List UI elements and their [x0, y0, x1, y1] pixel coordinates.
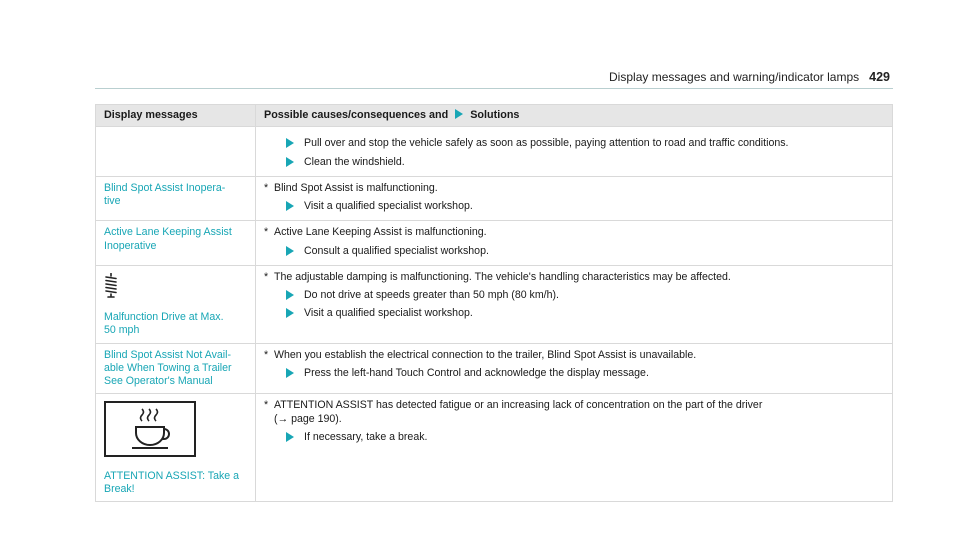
solution-item	[264, 289, 884, 302]
table-header-row	[96, 105, 893, 127]
display-message-text: Malfunction Drive at Max. 50 mph	[104, 311, 224, 337]
solution-text: Press the left-hand Touch Control and acknowledge the display message.	[304, 366, 649, 379]
causes-solutions-cell	[256, 176, 893, 220]
cause-marker: *	[264, 399, 269, 412]
cause-label: Active Lane Keeping Assist is malfunctioning.	[274, 226, 487, 239]
arrow-icon	[286, 246, 294, 256]
display-message-text: Blind Spot Assist Not Avail- able When Towing a Trailer See Operator's Manual	[104, 348, 232, 388]
message-cell	[96, 221, 256, 265]
causes-solutions-cell	[256, 394, 893, 502]
cause-text	[264, 349, 884, 362]
cause-marker: *	[264, 270, 269, 283]
cause-text	[264, 182, 884, 195]
display-message-text: Active Lane Keeping Assist Inoperative	[104, 226, 232, 252]
solution-item	[264, 137, 884, 150]
table-row	[96, 394, 893, 502]
col-header-causes-label: Possible causes/consequences and	[264, 109, 449, 121]
solution-item	[264, 156, 884, 169]
causes-solutions-cell	[256, 343, 893, 394]
header-divider	[95, 88, 893, 89]
causes-solutions-cell	[256, 265, 893, 343]
table-row	[96, 127, 893, 176]
solution-text: Clean the windshield.	[304, 155, 405, 168]
solution-text: If necessary, take a break.	[304, 430, 428, 443]
arrow-icon	[455, 109, 463, 119]
message-cell	[96, 176, 256, 220]
arrow-icon	[286, 290, 294, 300]
arrow-icon	[286, 368, 294, 378]
display-message-text: ATTENTION ASSIST: Take a Break!	[104, 469, 240, 495]
cause-marker: *	[264, 181, 269, 194]
causes-solutions-cell	[256, 221, 893, 265]
cause-label: The adjustable damping is malfunctioning. The vehicle's handling characteristics may be affected.	[274, 270, 731, 283]
display-messages-table	[95, 104, 893, 502]
header-title: Display messages and warning/indicator lamps	[609, 70, 860, 84]
col-header-messages: Display messages	[96, 105, 256, 127]
solution-text: Do not drive at speeds greater than 50 mph (80 km/h).	[304, 289, 559, 302]
cause-label: Blind Spot Assist is malfunctioning.	[274, 181, 438, 194]
page-number: 429	[869, 70, 890, 84]
arrow-icon	[286, 308, 294, 318]
arrow-icon	[286, 201, 294, 211]
solution-text: Visit a qualified specialist workshop.	[304, 307, 473, 320]
cause-label: When you establish the electrical connection to the trailer, Blind Spot Assist is unavailable.	[274, 348, 697, 361]
coffee-cup-icon	[104, 401, 247, 461]
table-row	[96, 343, 893, 394]
table-row	[96, 176, 893, 220]
cause-text	[264, 271, 884, 284]
arrow-icon	[286, 138, 294, 148]
cause-marker: *	[264, 226, 269, 239]
solution-item	[264, 200, 884, 213]
arrow-icon	[286, 432, 294, 442]
solution-text: Visit a qualified specialist workshop.	[304, 200, 473, 213]
solution-text: Consult a qualified specialist workshop.	[304, 244, 489, 257]
suspension-spring-icon	[104, 273, 247, 303]
message-cell	[96, 265, 256, 343]
page-header	[609, 70, 890, 84]
solution-item	[264, 431, 884, 444]
arrow-icon	[286, 157, 294, 167]
solution-item	[264, 245, 884, 258]
message-cell	[96, 394, 256, 502]
table-row	[96, 221, 893, 265]
solution-item	[264, 307, 884, 320]
cause-text	[264, 226, 884, 239]
col-header-solutions-label: Solutions	[470, 109, 520, 121]
message-cell	[96, 343, 256, 394]
solution-item	[264, 367, 884, 380]
display-message-text: Blind Spot Assist Inopera- tive	[104, 181, 226, 208]
cause-text	[264, 399, 884, 425]
solution-text: Pull over and stop the vehicle safely as soon as possible, paying attention to road and traffic conditions.	[304, 137, 789, 150]
cause-label: ATTENTION ASSIST has detected fatigue or an increasing lack of concentration on the part of the driver (→ page 190).	[274, 399, 763, 425]
cause-marker: *	[264, 348, 269, 361]
table-row	[96, 265, 893, 343]
causes-solutions-cell	[256, 127, 893, 176]
col-header-causes	[256, 105, 893, 127]
message-cell	[96, 127, 256, 176]
